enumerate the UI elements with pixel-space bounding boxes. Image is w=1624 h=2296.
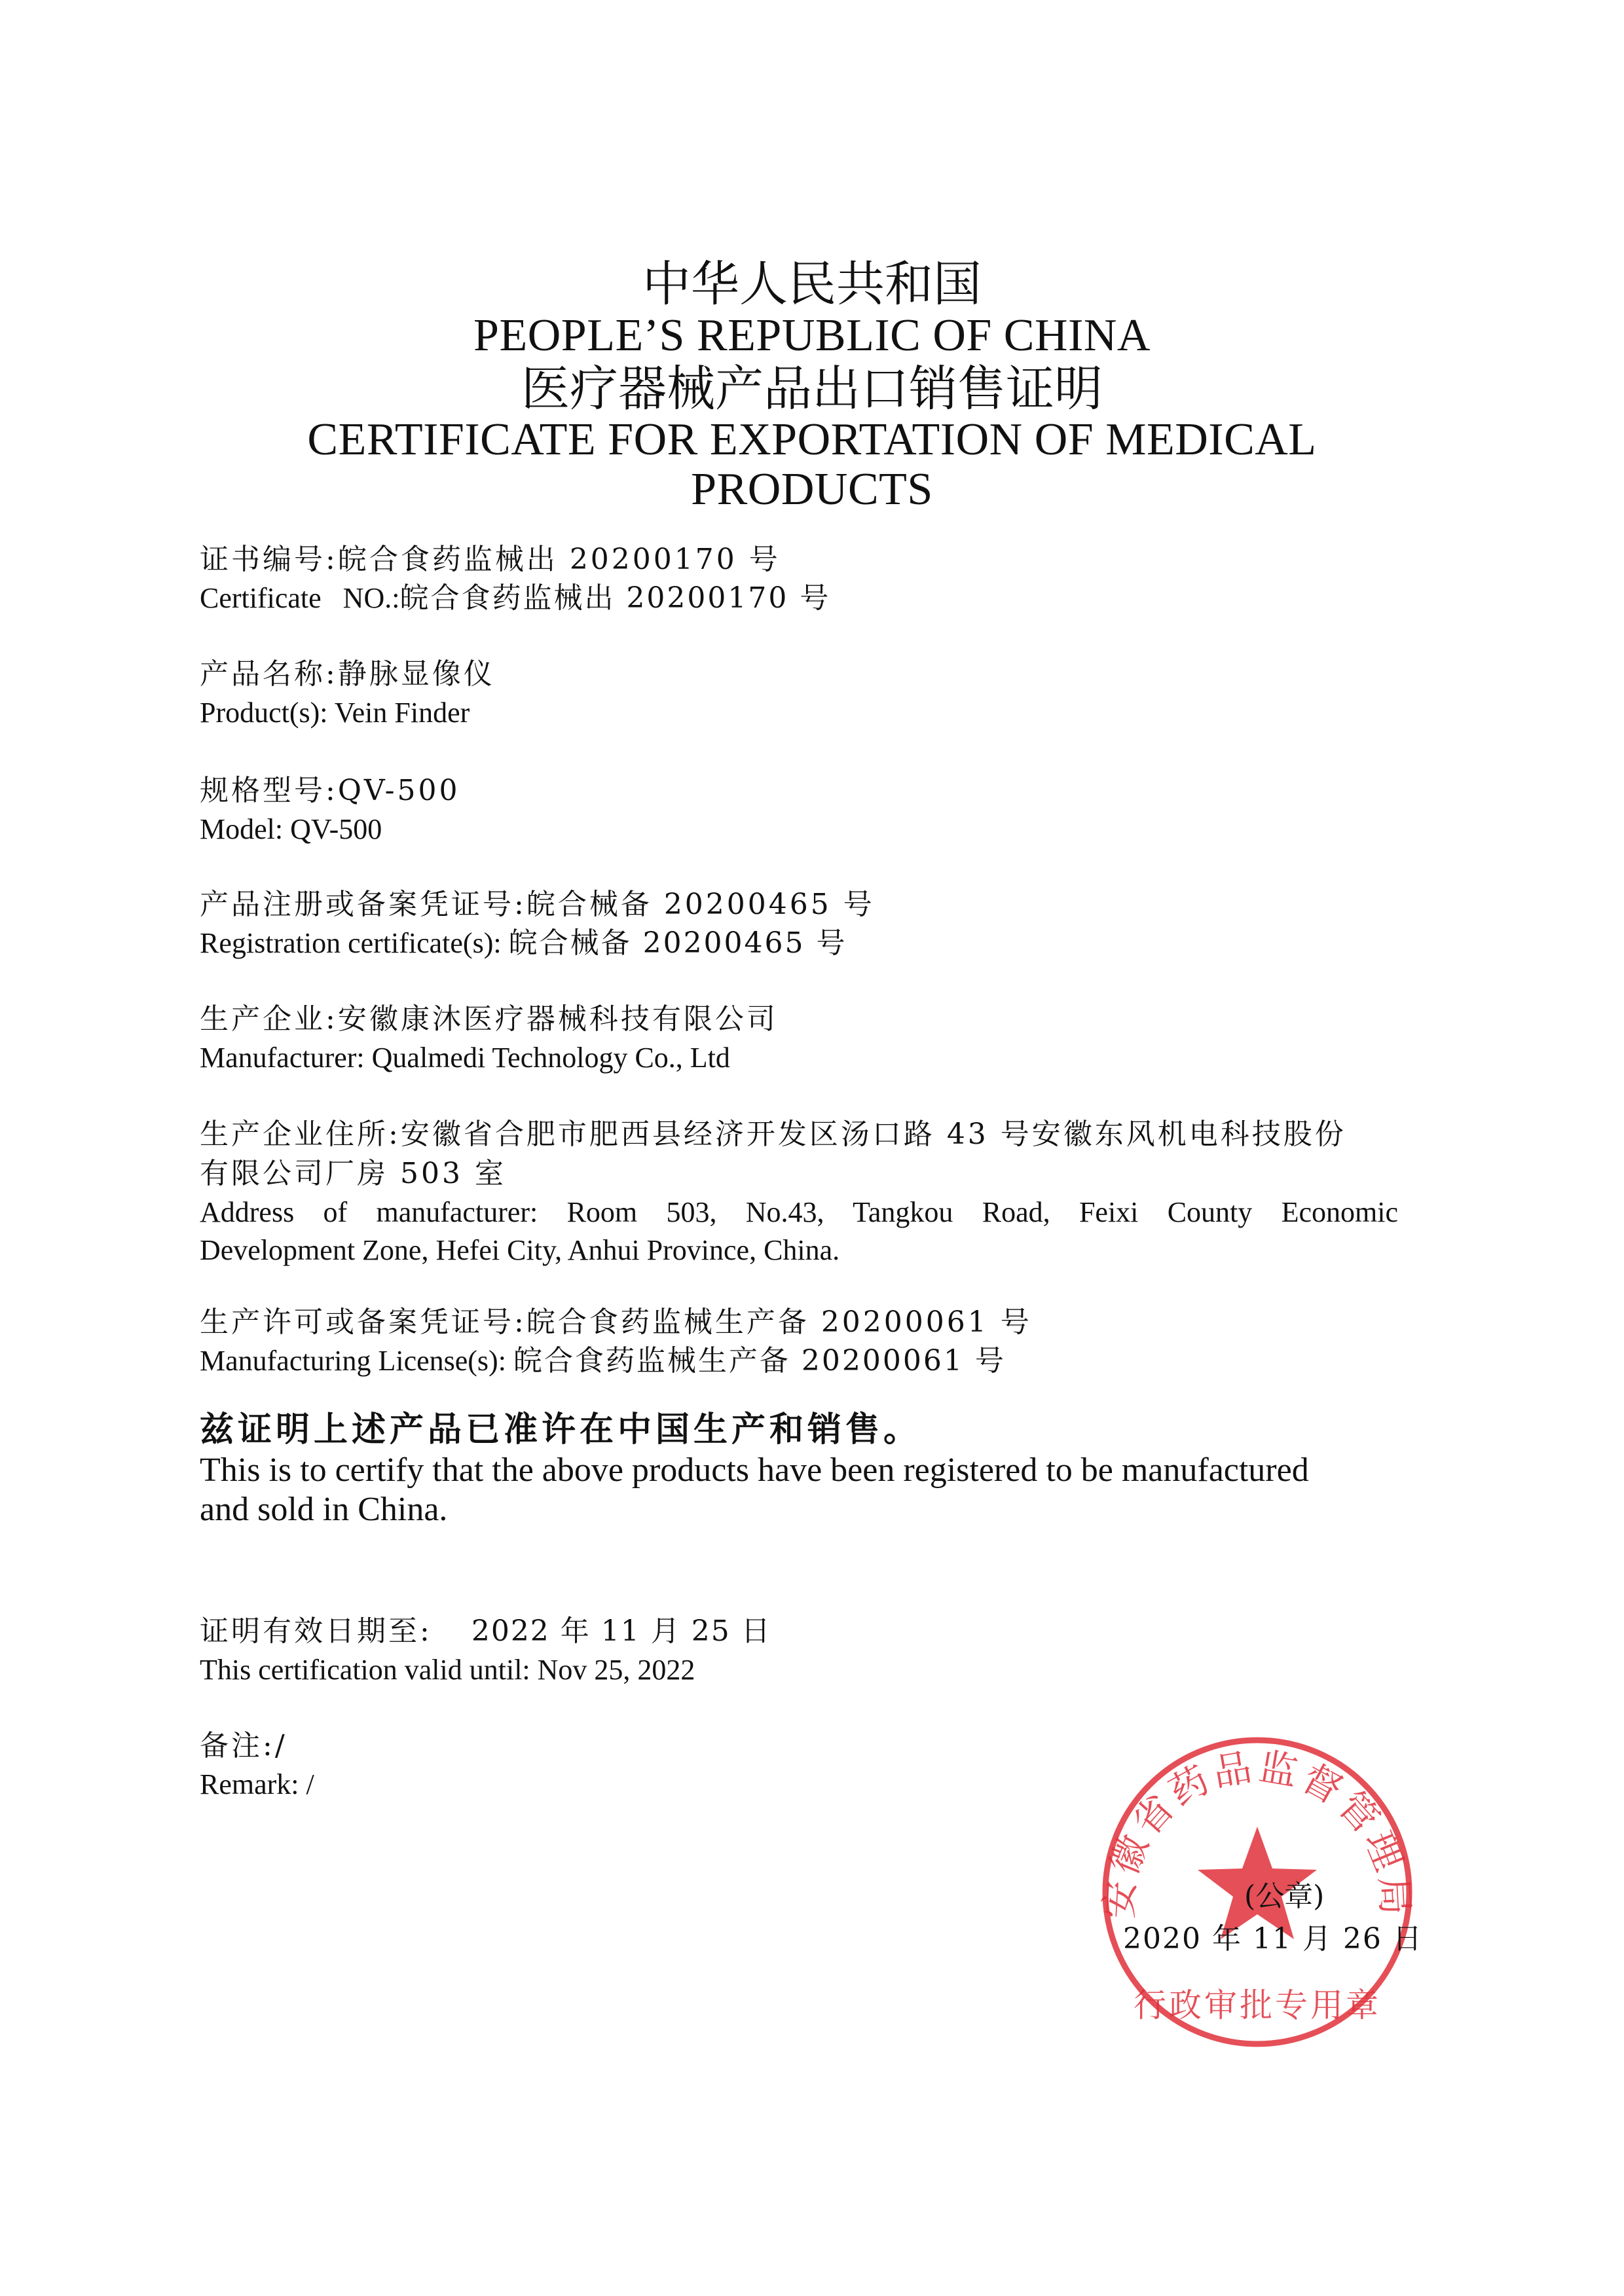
certificate-number-value-en: 皖合食药监械出 20200170 号 bbox=[399, 581, 831, 615]
country-name-cn: 中华人民共和国 bbox=[642, 256, 982, 312]
registration-value-cn: 皖合械备 20200465 号 bbox=[526, 888, 875, 921]
address-value-cn-line2: 有限公司厂房 503 室 bbox=[200, 1157, 506, 1190]
manufacturer-value-en: Qualmedi Technology Co., Ltd bbox=[371, 1042, 730, 1074]
registration-value-en: 皖合械备 20200465 号 bbox=[508, 926, 847, 960]
registration-label-en: Registration certificate(s): bbox=[200, 927, 502, 959]
license-value-cn: 皖合食药监械生产备 20200061 号 bbox=[526, 1305, 1032, 1339]
statement-en-line1: This is to certify that the above products have been registered to be manufactured bbox=[200, 1451, 1309, 1489]
product-value-en: Vein Finder bbox=[334, 697, 470, 729]
address-label-cn: 生产企业住所: bbox=[200, 1118, 401, 1151]
product-label-en: Product(s): bbox=[200, 697, 328, 729]
model-value-en: QV-500 bbox=[290, 813, 382, 845]
validity-field bbox=[200, 1612, 1398, 1689]
seal-ring-text-bottom: 行政审批专用章 bbox=[1134, 1986, 1381, 2024]
product-label-cn: 产品名称: bbox=[200, 657, 338, 691]
validity-value-en: Nov 25, 2022 bbox=[537, 1654, 695, 1686]
manufacturer-label-cn: 生产企业: bbox=[200, 1002, 338, 1036]
certificate-number-value-cn: 皖合食药监械出 20200170 号 bbox=[337, 543, 781, 576]
certificate-number-field bbox=[200, 540, 1398, 617]
manufacturer-value-cn: 安徽康沐医疗器械科技有限公司 bbox=[337, 1002, 778, 1036]
manufacturer-field bbox=[200, 1000, 1398, 1077]
seal-ring-text-top: 安徽省药品监督管理局 bbox=[1096, 1744, 1418, 1920]
license-label-cn: 生产许可或备案凭证号: bbox=[200, 1305, 526, 1339]
product-field bbox=[200, 655, 1398, 732]
official-mark-label: (公章) bbox=[1244, 1880, 1325, 1913]
model-field bbox=[200, 771, 1398, 848]
seal-date: 2020 年 11 月 26 日 bbox=[1123, 1922, 1423, 1956]
remark-value-en: / bbox=[306, 1768, 314, 1800]
registration-field bbox=[200, 885, 1398, 962]
remark-label-en: Remark: bbox=[200, 1768, 299, 1800]
manufacturer-label-en: Manufacturer: bbox=[200, 1042, 365, 1074]
validity-value-cn: 2022 年 11 月 25 日 bbox=[471, 1614, 771, 1648]
model-label-cn: 规格型号: bbox=[200, 774, 338, 807]
model-value-cn: QV-500 bbox=[337, 774, 460, 807]
address-text-en-line2: Development Zone, Hefei City, Anhui Province, China. bbox=[200, 1234, 840, 1266]
validity-label-cn: 证明有效日期至: bbox=[200, 1614, 432, 1648]
remark-value-cn: / bbox=[274, 1729, 287, 1762]
certificate-title-en-line1: CERTIFICATE FOR EXPORTATION OF MEDICAL bbox=[307, 414, 1317, 465]
address-field bbox=[200, 1115, 1398, 1269]
validity-label-en: This certification valid until: bbox=[200, 1654, 530, 1686]
product-value-cn: 静脉显像仪 bbox=[337, 657, 495, 691]
document-header bbox=[0, 256, 1624, 515]
address-value-cn-line1: 安徽省合肥市肥西县经济开发区汤口路 43 号安徽东风机电科技股份 bbox=[400, 1118, 1346, 1151]
country-name-en: PEOPLE’S REPUBLIC OF CHINA bbox=[473, 310, 1151, 361]
license-label-en: Manufacturing License(s): bbox=[200, 1345, 506, 1377]
license-field bbox=[200, 1303, 1398, 1380]
remark-label-cn: 备注: bbox=[200, 1729, 275, 1762]
certificate-number-label-en: Certificate NO.: bbox=[200, 582, 400, 614]
certificate-number-label-cn: 证书编号: bbox=[200, 543, 338, 576]
certificate-title-en-line2: PRODUCTS bbox=[691, 464, 933, 515]
statement-cn: 兹证明上述产品已准许在中国生产和销售。 bbox=[200, 1410, 922, 1449]
statement-en-line2: and sold in China. bbox=[200, 1491, 448, 1528]
model-label-en: Model: bbox=[200, 813, 284, 845]
address-text-en-line1: Address of manufacturer: Room 503, No.43, Tangkou Road, Feixi County Economic bbox=[200, 1196, 1398, 1228]
registration-label-cn: 产品注册或备案凭证号: bbox=[200, 888, 526, 921]
license-value-en: 皖合食药监械生产备 20200061 号 bbox=[513, 1344, 1006, 1377]
certification-statement bbox=[200, 1409, 1405, 1529]
certificate-title-cn: 医疗器械产品出口销售证明 bbox=[521, 360, 1103, 417]
